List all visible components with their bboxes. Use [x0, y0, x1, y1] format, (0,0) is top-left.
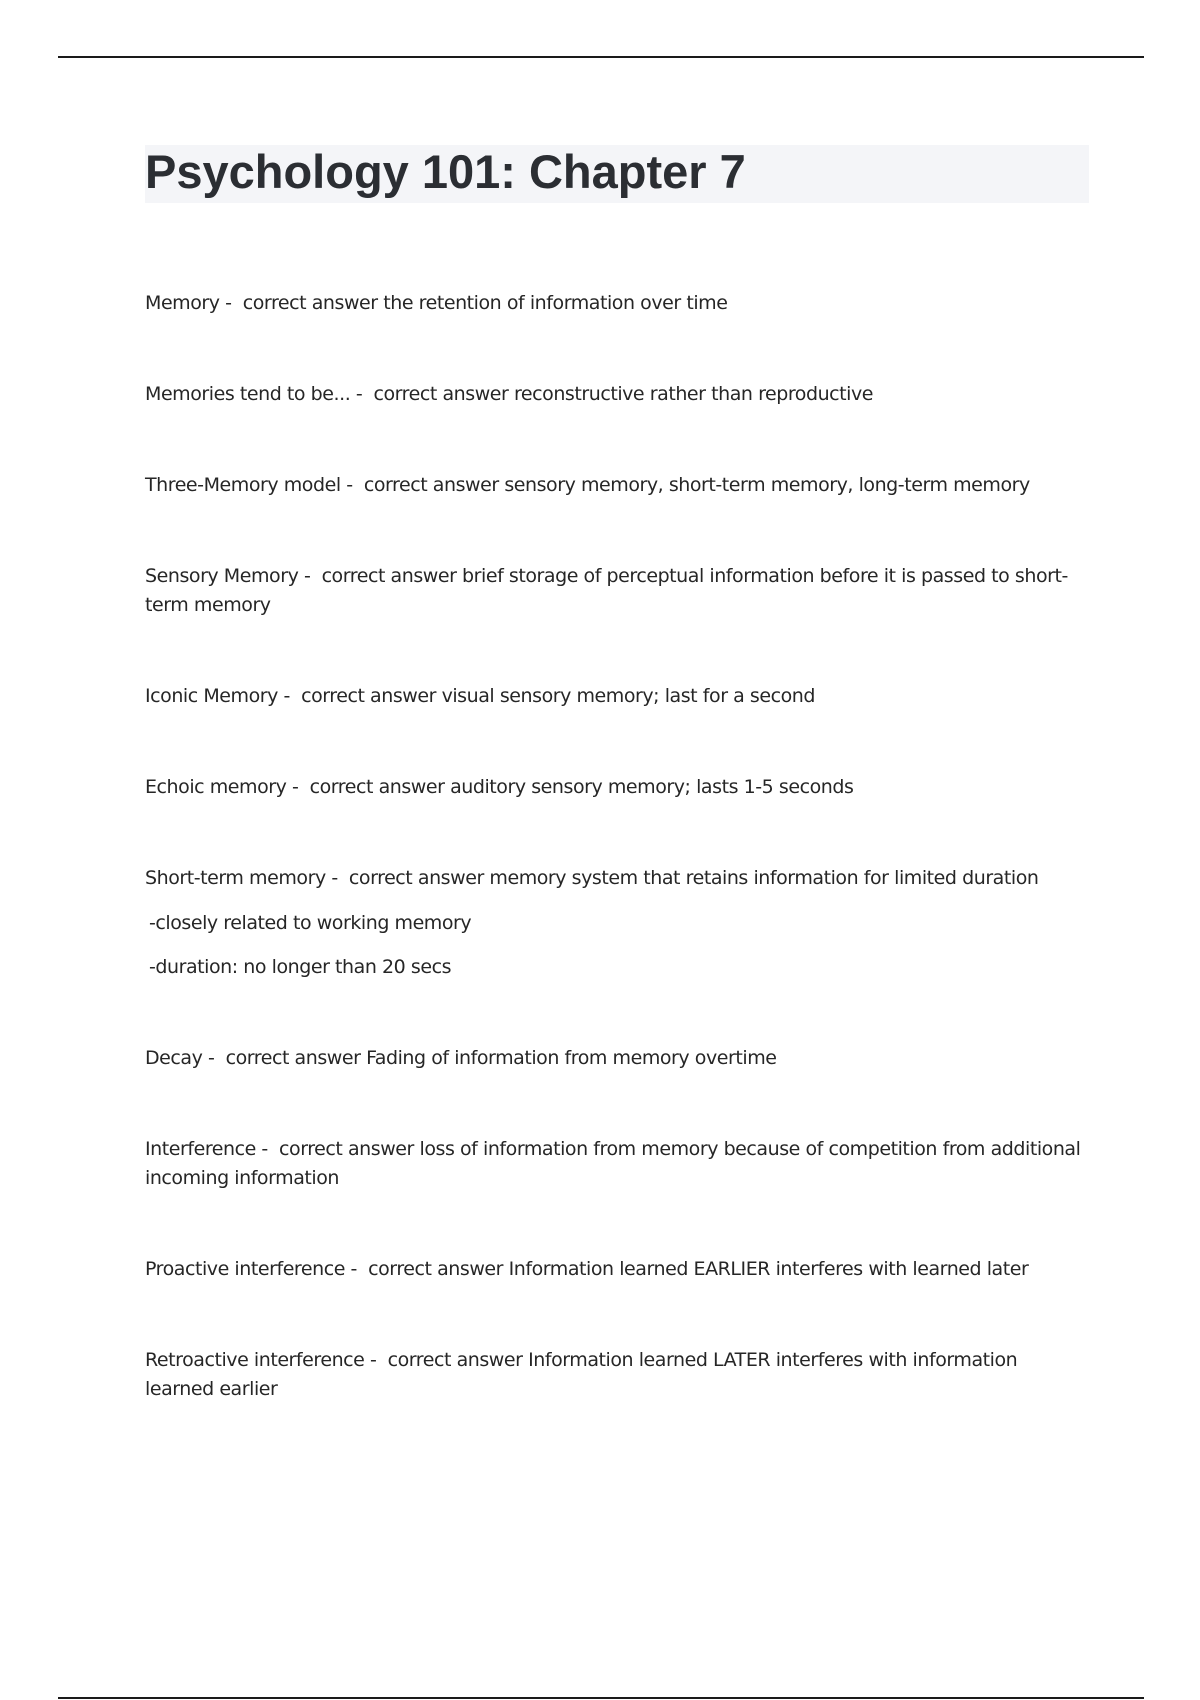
entry-answer: the retention of information over time: [383, 292, 728, 314]
list-item: [145, 289, 1090, 318]
list-item: [145, 1044, 1090, 1073]
list-item: [145, 380, 1090, 409]
entry-note: -closely related to working memory: [149, 912, 472, 934]
entry-separator: - correct answer: [298, 565, 463, 587]
list-item: [145, 682, 1090, 711]
entry-term: Interference: [145, 1138, 256, 1160]
entry-term: Memory: [145, 292, 220, 314]
flashcard-list: [145, 289, 1090, 1466]
list-item: [145, 864, 1090, 982]
list-item: [145, 773, 1090, 802]
bottom-rule: [58, 1697, 1144, 1699]
top-rule: [58, 56, 1144, 58]
entry-answer: auditory sensory memory; lasts 1-5 seconds: [450, 776, 854, 798]
entry-term: Iconic Memory: [145, 685, 278, 707]
list-item: [145, 471, 1090, 500]
entry-answer: Fading of information from memory overtime: [366, 1047, 777, 1069]
list-item: [145, 1135, 1090, 1193]
entry-answer: Information learned LATER interferes with information learned earlier: [145, 1349, 1018, 1400]
entry-note: -duration: no longer than 20 secs: [149, 956, 452, 978]
entry-separator: - correct answer: [364, 1349, 529, 1371]
entry-separator: - correct answer: [255, 1138, 420, 1160]
entry-separator: - correct answer: [350, 383, 514, 405]
entry-answer: loss of information from memory because of competition from additional incoming information: [145, 1138, 1081, 1189]
entry-separator: - correct answer: [325, 867, 490, 889]
entry-answer: reconstructive rather than reproductive: [513, 383, 874, 405]
list-item: [145, 1346, 1090, 1404]
entry-separator: - correct answer: [286, 776, 451, 798]
entry-term: Decay: [145, 1047, 203, 1069]
entry-term: Proactive interference: [145, 1258, 345, 1280]
entry-separator: - correct answer: [219, 292, 384, 314]
entry-term: Three-Memory model: [145, 474, 341, 496]
entry-separator: - correct answer: [344, 1258, 509, 1280]
page-title: Psychology 101: Chapter 7: [145, 145, 746, 198]
entry-separator: - correct answer: [340, 474, 505, 496]
entry-term: Retroactive interference: [145, 1349, 365, 1371]
list-item: [145, 1255, 1090, 1284]
entry-answer: brief storage of perceptual information before it is passed to short-term memory: [145, 565, 1068, 616]
entry-term: Short-term memory: [145, 867, 326, 889]
entry-term: Sensory Memory: [145, 565, 299, 587]
list-item: [145, 562, 1090, 620]
entry-answer: sensory memory, short-term memory, long-term memory: [504, 474, 1030, 496]
entry-separator: - correct answer: [277, 685, 442, 707]
entry-separator: - correct answer: [202, 1047, 367, 1069]
entry-answer: visual sensory memory; last for a second: [441, 685, 815, 707]
entry-answer: Information learned EARLIER interferes with learned later: [508, 1258, 1029, 1280]
entry-term: Memories tend to be...: [145, 383, 351, 405]
entry-answer: memory system that retains information for limited duration: [489, 867, 1039, 889]
entry-term: Echoic memory: [145, 776, 287, 798]
